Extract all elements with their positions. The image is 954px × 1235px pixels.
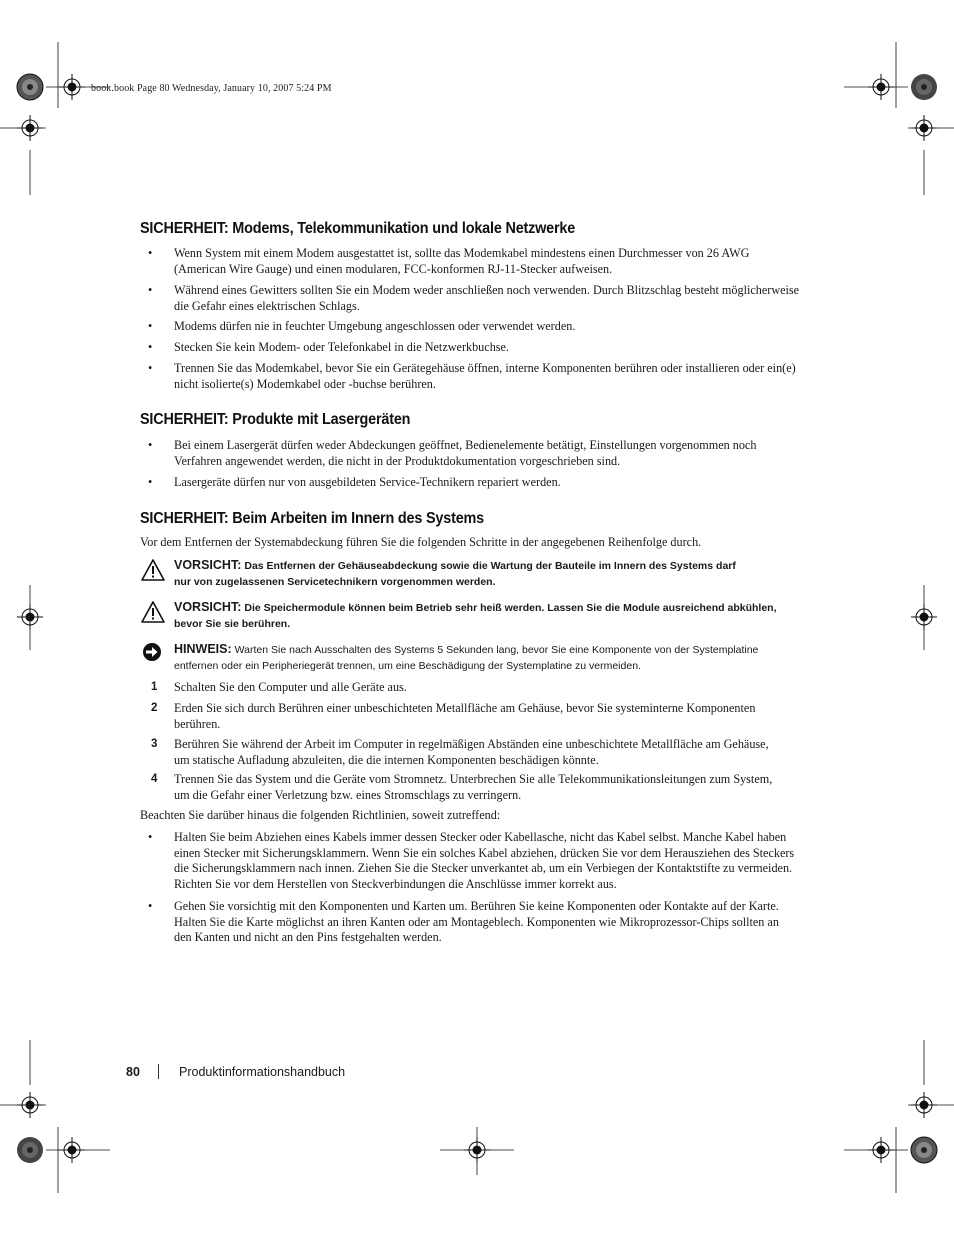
print-slug: book.book Page 80 Wednesday, January 10, 2007 5:24 PM [91, 83, 332, 94]
footer-title: Produktinformationshandbuch [179, 1065, 346, 1079]
notice-text: Warten Sie nach Ausschalten des Systems 5 Sekunden lang, bevor Sie eine Komponente von der Systemplatine [234, 644, 759, 656]
bullet: • [148, 361, 153, 375]
step-line: berühren. [174, 716, 221, 731]
list-item-line: Verfahren angewendet werden, die nicht in der Produktdokumentation vorgeschrieben sind. [174, 453, 621, 468]
list-item-line: (American Wire Gauge) und einen modularen, FCC-konformen RJ-11-Stecker aufweisen. [174, 261, 613, 276]
warning-triangle-icon [140, 558, 166, 582]
list-item [140, 246, 812, 278]
caution-text: nur von zugelassenen Servicetechnikern vorgenommen werden. [174, 575, 496, 588]
notice-label: HINWEIS: [174, 642, 232, 656]
step-number: 4 [151, 773, 158, 785]
list-item-line: die Gefahr eines elektrischen Schlags. [174, 298, 360, 313]
list-item-line: Trennen Sie das Modemkabel, bevor Sie ein Gerätegehäuse öffnen, interne Komponenten berühren oder installieren oder ein(e) [174, 361, 796, 375]
list-item [140, 899, 812, 947]
list-item [140, 319, 812, 335]
list-item-line: Richten Sie vor dem Herstellen von Steckverbindungen die Anschlüsse immer korrekt aus. [174, 876, 617, 891]
bullet: • [148, 899, 153, 913]
notice-note [140, 642, 812, 676]
caution-text: bevor Sie sie berühren. [174, 617, 291, 630]
notice-text: entfernen oder ein Peripheriegerät trennen, um eine Beschädigung der Systemplatine zu vermeiden. [174, 659, 641, 672]
list-item-line: Gehen Sie vorsichtig mit den Komponenten und Karten um. Berühren Sie keine Komponenten oder Kontakte auf der Karte. [174, 899, 779, 913]
bullet: • [148, 438, 153, 452]
caution-text: Das Entfernen der Gehäuseabdeckung sowie die Wartung der Bauteile im Innern des Systems darf [244, 560, 736, 572]
bullet: • [148, 319, 153, 333]
bullet: • [148, 246, 153, 260]
step-line: Erden Sie sich durch Berühren einer unbeschichteten Metallfläche am Gehäuse, bevor Sie systeminterne Komponenten [174, 701, 756, 715]
caution-note [140, 558, 812, 592]
list-item [140, 283, 812, 315]
list-item-line: Stecken Sie kein Modem- oder Telefonkabel in die Netzwerkbuchse. [174, 340, 509, 354]
numbered-step [140, 680, 812, 696]
step-number: 3 [151, 738, 158, 750]
numbered-step [140, 737, 812, 769]
list-item-line: den Kanten und nicht an den Pins festgehalten werden. [174, 930, 442, 944]
step-line: um statische Aufladung abzuleiten, die die internen Komponenten beschädigen könnte. [174, 752, 599, 767]
list-item-line: nicht isolierte(s) Modemkabel oder -buchse berühren. [174, 376, 436, 391]
list-item [140, 475, 812, 491]
notice-arrow-icon [140, 642, 166, 666]
section-heading-laser: SICHERHEIT: Produkte mit Lasergeräten [140, 411, 411, 428]
warning-triangle-icon [140, 600, 166, 624]
section-heading-inside-system: SICHERHEIT: Beim Arbeiten im Innern des Systems [140, 510, 484, 527]
caution-note [140, 600, 812, 634]
section-heading-modems: SICHERHEIT: Modems, Telekommunikation und lokale Netzwerke [140, 220, 576, 237]
list-item-line: Während eines Gewitters sollten Sie ein Modem weder anschließen noch verwenden. Durch Blitzschlag besteht möglicherweise [174, 283, 800, 297]
step-line: Schalten Sie den Computer und alle Geräte aus. [174, 680, 407, 694]
numbered-step [140, 772, 812, 804]
intro-paragraph: Vor dem Entfernen der Systemabdeckung führen Sie die folgenden Schritte in der angegebenen Reihenfolge durch. [140, 535, 702, 549]
step-line: Berühren Sie während der Arbeit im Computer in regelmäßigen Abständen eine unbeschichtete Metallfläche am Gehäuse, [174, 737, 769, 751]
page-number: 80 [126, 1065, 140, 1079]
numbered-step [140, 701, 812, 733]
guidelines-intro: Beachten Sie darüber hinaus die folgenden Richtlinien, soweit zutreffend: [140, 808, 501, 822]
list-item-line: Halten Sie beim Abziehen eines Kabels immer dessen Stecker oder Kabellasche, nicht das Kabel selbst. Manche Kabel haben [174, 830, 787, 844]
caution-label: VORSICHT: [174, 558, 242, 572]
list-item [140, 438, 812, 470]
list-item-line: Lasergeräte dürfen nur von ausgebildeten Service-Technikern repariert werden. [174, 475, 561, 489]
step-line: Trennen Sie das System und die Geräte vom Stromnetz. Unterbrechen Sie alle Telekommunikationsleitungen zum System, [174, 772, 773, 786]
list-item-line: Halten Sie die Karte möglichst an ihren Kanten oder am Montageblech. Komponenten wie Mikroprozessor-Chips sollten an [174, 914, 779, 929]
list-item-line: Modems dürfen nie in feuchter Umgebung angeschlossen oder verwendet werden. [174, 319, 576, 333]
bullet: • [148, 340, 153, 354]
step-line: um die Gefahr einer Verletzung bzw. eines Stromschlags zu verringern. [174, 787, 522, 802]
caution-label: VORSICHT: [174, 600, 242, 614]
step-number: 1 [151, 681, 158, 693]
list-item-line: einen Stecker mit Sicherungsklammern. Wenn Sie ein solches Kabel abziehen, drücken Sie vor dem Herausziehen des Steckers [174, 845, 795, 860]
list-item-line: Wenn System mit einem Modem ausgestattet ist, sollte das Modemkabel mindestens einen Durchmesser von 26 AWG [174, 246, 750, 260]
list-item [140, 361, 812, 393]
list-item-line: die Sicherungsklammern nach innen. Ziehen Sie die Stecker unverkantet ab, um ein Verbiegen der Kontaktstifte zu vermeiden. [174, 861, 793, 875]
bullet: • [148, 475, 153, 489]
list-item [140, 340, 812, 356]
list-item-line: Bei einem Lasergerät dürfen weder Abdeckungen geöffnet, Bedienelemente betätigt, Einstellungen vorgenommen noch [174, 438, 757, 452]
caution-text: Die Speichermodule können beim Betrieb sehr heiß werden. Lassen Sie die Module ausreichend abkühlen, [244, 602, 777, 614]
bullet: • [148, 283, 153, 297]
list-item [140, 830, 812, 894]
footer-divider [158, 1064, 159, 1079]
bullet: • [148, 830, 153, 844]
step-number: 2 [151, 702, 158, 714]
